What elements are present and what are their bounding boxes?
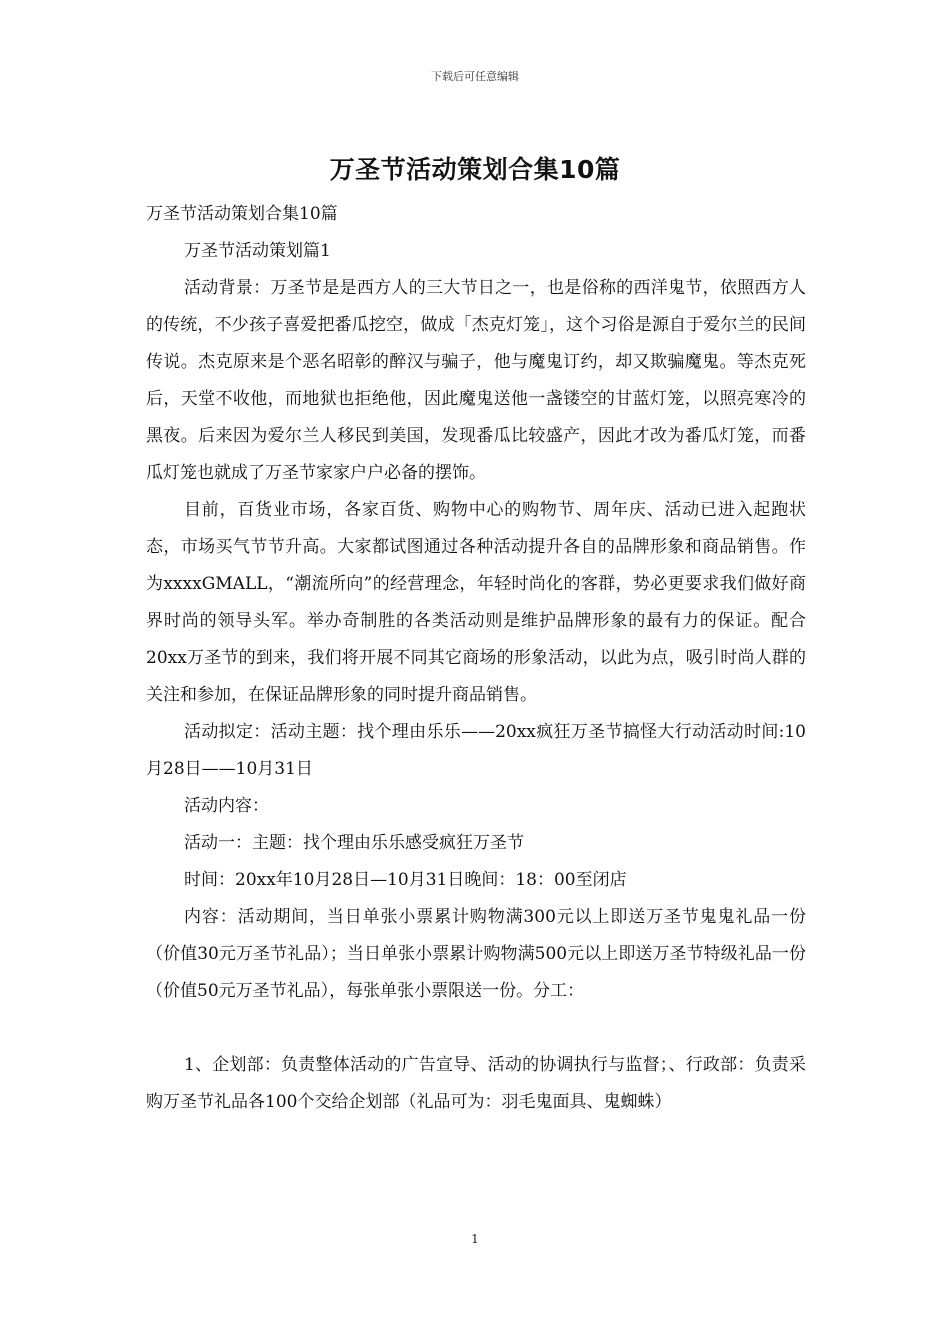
page-header-note: 下载后可任意编辑 — [431, 70, 519, 83]
division-paragraph: 1、企划部：负责整体活动的广告宣导、活动的协调执行与监督；、行政部：负责采购万圣节礼品各100个交给企划部（礼品可为：羽毛鬼面具、鬼蜘蛛） — [146, 1055, 806, 1112]
activity-one-time: 时间：20xx年10月28日—10月31日晚间：18：00至闭店 — [184, 870, 627, 890]
activity-plan-paragraph: 活动拟定：活动主题：找个理由乐乐——20xx疯狂万圣节搞怪大行动活动时间:10月28日——10月31日 — [146, 722, 806, 779]
document-title: 万圣节活动策划合集10篇 — [329, 155, 621, 184]
page-number: 1 — [471, 1232, 479, 1246]
document-body — [146, 196, 806, 1121]
activity-one-content: 内容：活动期间，当日单张小票累计购物满300元以上即送万圣节鬼鬼礼品一份（价值30元万圣节礼品）；当日单张小票累计购物满500元以上即送万圣节特级礼品一份（价值50元万圣节礼品），每张单张小票限送一份。分工： — [146, 907, 806, 1001]
activity-one-theme: 活动一：主题：找个理由乐乐感受疯狂万圣节 — [184, 833, 524, 853]
section-heading: 万圣节活动策划篇1 — [184, 241, 331, 261]
market-paragraph: 目前，百货业市场，各家百货、购物中心的购物节、周年庆、活动已进入起跑状态，市场买气节节升高。大家都试图通过各种活动提升各自的品牌形象和商品销售。作为xxxxGMALL，“潮流所向”的经营理念，年轻时尚化的客群，势必更要求我们做好商界时尚的领导头军。举办奇制胜的各类活动则是维护品牌形象的最有力的保证。配合20xx万圣节的到来，我们将开展不同其它商场的形象活动，以此为点，吸引时尚人群的关注和参加，在保证品牌形象的同时提升商品销售。 — [146, 500, 806, 705]
activity-content-label: 活动内容： — [184, 796, 269, 816]
subtitle-paragraph: 万圣节活动策划合集10篇 — [146, 204, 338, 224]
background-paragraph: 活动背景：万圣节是是西方人的三大节日之一，也是俗称的西洋鬼节，依照西方人的传统，不少孩子喜爱把番瓜挖空，做成「杰克灯笼」，这个习俗是源自于爱尔兰的民间传说。杰克原来是个恶名昭彰的醉汉与骗子，他与魔鬼订约，却又欺骗魔鬼。等杰克死后，天堂不收他，而地狱也拒绝他，因此魔鬼送他一盏镂空的甘蓝灯笼，以照亮寒冷的黑夜。后来因为爱尔兰人移民到美国，发现番瓜比较盛产，因此才改为番瓜灯笼，而番瓜灯笼也就成了万圣节家家户户必备的摆饰。 — [146, 278, 806, 483]
